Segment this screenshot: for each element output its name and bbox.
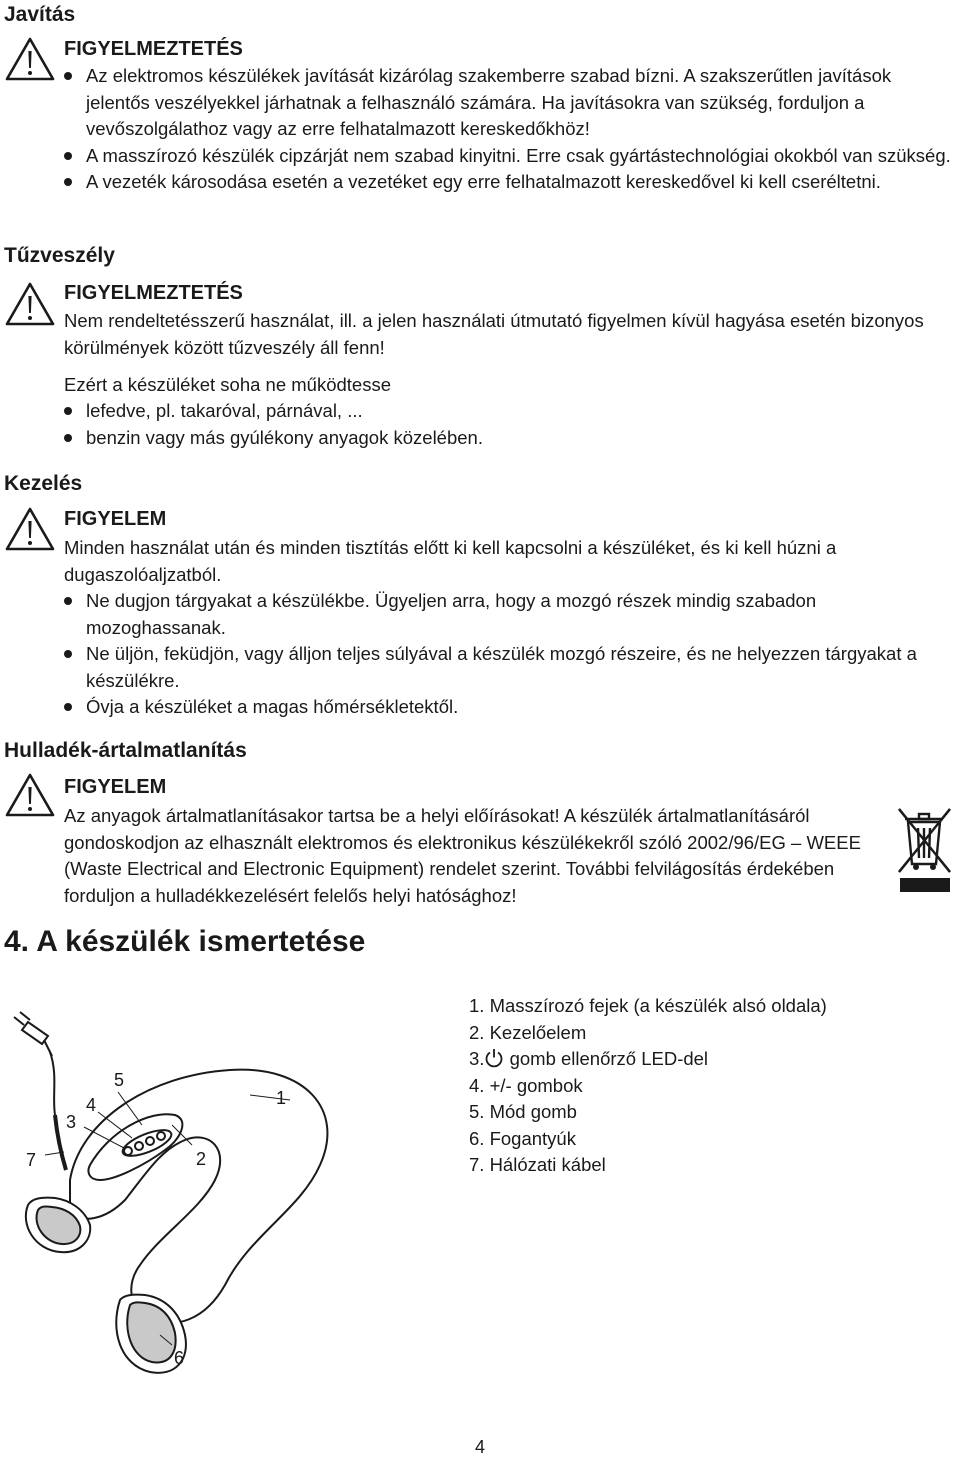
legend-item: 4. +/- gombok xyxy=(469,1074,583,1096)
callout-6: 6 xyxy=(174,1348,185,1368)
list-item: lefedve, pl. takaróval, párnával, ... xyxy=(64,398,960,425)
paragraph-kezeles: Minden használat után és minden tisztítás előtt ki kell kapcsolni a készüléket, és ki kell húzni a dugaszolóaljzatból. xyxy=(64,537,837,585)
section-heading-ismertetes: 4. A készülék ismertetése xyxy=(4,925,366,958)
warning-title-tuzveszely: FIGYELMEZTETÉS xyxy=(64,282,243,304)
warning-triangle-icon xyxy=(4,36,56,82)
list-item: A masszírozó készülék cipzárját nem szabad kinyitni. Erre csak gyártástechnológiai okokból van szükség. xyxy=(64,143,960,170)
legend-item: 5. Mód gomb xyxy=(469,1101,577,1122)
legend-item: 6. Fogantyúk xyxy=(469,1127,576,1149)
warning-triangle-icon xyxy=(4,772,56,818)
crossed-out-wheelie-bin-icon xyxy=(896,806,954,894)
callout-4: 4 xyxy=(86,1095,97,1115)
page-number: 4 xyxy=(475,1437,486,1457)
legend-item: 7. Hálózati kábel xyxy=(469,1154,606,1175)
callout-7: 7 xyxy=(26,1150,37,1170)
paragraph-hulladek: Az anyagok ártalmatlanításakor tartsa be a helyi előírásokat! A készülék ártalmatlanításáról gondoskodjon az elhasznált elektromos és elektronikus készülékekről szóló 2002/96/EG – WEEE (Waste Electrical and Electronic Equipment) rendelet szerint. További felvilágosítás érdekében forduljon a hulladékkezelésért felelős helyi hatósághoz! xyxy=(64,805,861,906)
list-item: benzin vagy más gyúlékony anyagok közelében. xyxy=(64,425,960,452)
section-heading-hulladek: Hulladék-ártalmatlanítás xyxy=(4,739,247,762)
callout-5: 5 xyxy=(114,1070,125,1090)
list-item: Ne üljön, feküdjön, vagy álljon teljes súlyával a készülék mozgó részeire, és ne helyezzen tárgyakat a készülékre. xyxy=(64,641,960,694)
legend-item xyxy=(469,1046,827,1073)
callout-2: 2 xyxy=(196,1149,207,1169)
warning-triangle-icon xyxy=(4,506,56,552)
warning-title-hulladek: FIGYELEM xyxy=(64,776,167,798)
list-item: Óvja a készüléket a magas hőmérsékletektől. xyxy=(64,694,960,721)
list-item: Ne dugjon tárgyakat a készülékbe. Ügyeljen arra, hogy a mozgó részek mindig szabadon mozoghassanak. xyxy=(64,588,960,641)
section-heading-javitas: Javítás xyxy=(4,3,76,26)
bullet-list-javitas xyxy=(64,63,960,196)
legend-item-number: 3. xyxy=(469,1048,485,1069)
paragraph-tuzveszely: Nem rendeltetésszerű használat, ill. a jelen használati útmutató figyelmen kívül hagyása esetén bizonyos körülmények között tűzveszély áll fenn! xyxy=(64,310,924,358)
callout-3: 3 xyxy=(66,1112,77,1132)
legend-item-text: gomb ellenőrző LED-del xyxy=(509,1048,709,1069)
bullet-list-kezeles xyxy=(64,588,960,721)
device-legend xyxy=(469,993,827,1179)
device-illustration xyxy=(0,1000,460,1380)
warning-triangle-icon xyxy=(4,281,56,327)
warning-title-kezeles: FIGYELEM xyxy=(64,508,167,530)
warning-title-javitas: FIGYELMEZTETÉS xyxy=(64,38,243,60)
section-heading-tuzveszely: Tűzveszély xyxy=(4,244,115,267)
section-heading-kezeles: Kezelés xyxy=(4,472,83,495)
power-icon xyxy=(484,1048,504,1068)
bullet-list-tuzveszely xyxy=(64,398,960,451)
list-item: A vezeték károsodása esetén a vezetéket egy erre felhatalmazott kereskedővel ki kell cseréltetni. xyxy=(64,169,960,196)
list-item: Az elektromos készülékek javítását kizárólag szakemberre szabad bízni. A szakszerűtlen javítások jelentős veszélyekkel járhatnak a felhasználó számára. Ha javításokra van szükség, forduljon a vevőszolgálathoz vagy az erre felhatalmazott kereskedőkhöz! xyxy=(64,63,960,143)
legend-item: 2. Kezelőelem xyxy=(469,1021,587,1043)
lead-tuzveszely: Ezért a készüléket soha ne működtesse xyxy=(64,374,392,395)
legend-item: 1. Masszírozó fejek (a készülék alsó oldala) xyxy=(469,995,827,1016)
callout-1: 1 xyxy=(276,1088,287,1108)
